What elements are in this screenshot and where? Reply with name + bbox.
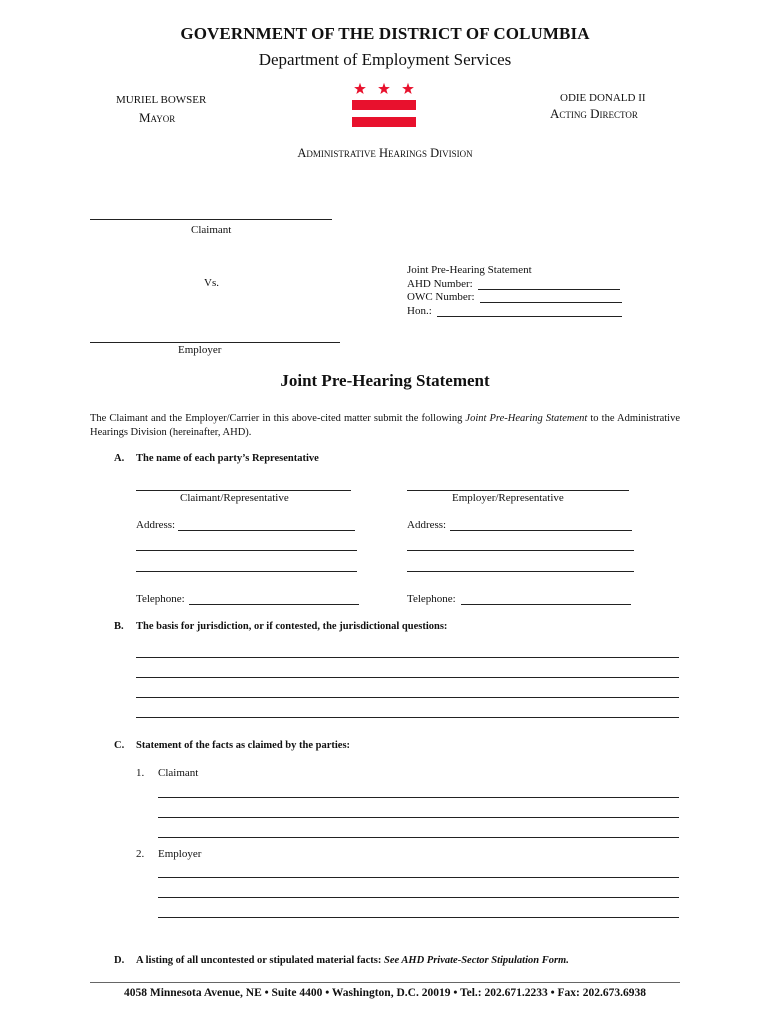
claimant-facts-number: 1. [136,767,145,779]
government-title: GOVERNMENT OF THE DISTRICT OF COLUMBIA [180,24,590,43]
jurisdiction-line-2[interactable] [136,677,679,678]
claimant-facts-line-3[interactable] [158,837,679,838]
flag-star-icon [354,83,366,94]
employer-facts-line-1[interactable] [158,877,679,878]
employer-telephone-line[interactable] [461,604,631,605]
flag-star-icon [378,83,390,94]
employer-rep-line[interactable] [407,490,629,491]
employer-facts-label: Employer [158,848,202,860]
ahd-number-field[interactable] [478,289,620,290]
section-a-letter: A. [114,453,125,464]
footer-rule [90,982,680,983]
section-d-text [136,955,569,966]
division-name: Administrative Hearings Division [297,146,473,160]
employer-address-label: Address: [407,519,447,531]
section-d-title: A listing of all uncontested or stipulated material facts: [136,955,382,966]
flag-stars [354,83,414,94]
section-d-note: See AHD Private-Sector Stipulation Form. [384,955,569,966]
claimant-rep-line[interactable] [136,490,351,491]
claimant-facts-line-2[interactable] [158,817,679,818]
employer-facts-number: 2. [136,848,145,860]
document-title: Joint Pre-Hearing Statement [280,371,490,390]
hon-label: Hon.: [407,305,432,317]
employer-facts-line-2[interactable] [158,897,679,898]
employer-address-line-2[interactable] [407,550,634,551]
employer-address-line-3[interactable] [407,571,634,572]
claimant-caption-label: Claimant [191,224,232,236]
employer-facts-line-3[interactable] [158,917,679,918]
claimant-address-line-2[interactable] [136,550,357,551]
section-d-letter: D. [114,955,125,966]
employer-address-line-1[interactable] [450,530,632,531]
section-c-letter: C. [114,740,125,751]
claimant-address-label: Address: [136,519,176,531]
director-title: Acting Director [550,106,638,121]
claimant-name-line[interactable] [90,219,332,220]
section-b-letter: B. [114,621,124,632]
owc-number-field[interactable] [480,302,622,303]
employer-caption-label: Employer [178,344,222,356]
footer-address: 4058 Minnesota Avenue, NE • Suite 4400 • Washington, D.C. 20019 • Tel.: 202.671.2233 • Fax: 202.673.6938 [123,987,647,999]
mayor-title: Mayor [139,110,176,125]
claimant-address-line-1[interactable] [178,530,355,531]
hon-field[interactable] [437,316,622,317]
claimant-facts-line-1[interactable] [158,797,679,798]
intro-text-end: to the Administrative Hearings Division (hereinafter, AHD). [90,413,680,438]
dc-flag-logo [350,82,418,130]
flag-bar-bottom [352,117,416,127]
claimant-telephone-label: Telephone: [136,593,185,605]
employer-rep-label: Employer/Representative [452,492,564,504]
claimant-facts-label: Claimant [158,767,199,779]
intro-italic-text: Joint Pre-Hearing Statement [465,413,588,424]
section-b-title: The basis for jurisdiction, or if contested, the jurisdictional questions: [136,621,448,632]
statement-caption-label: Joint Pre-Hearing Statement [407,264,532,276]
claimant-telephone-line[interactable] [189,604,359,605]
mayor-name: MURIEL BOWSER [116,94,207,106]
section-a-title: The name of each party’s Representative [136,453,319,464]
jurisdiction-line-4[interactable] [136,717,679,718]
department-name: Department of Employment Services [258,50,512,69]
claimant-rep-label: Claimant/Representative [180,492,289,504]
intro-paragraph [90,412,680,440]
director-name: ODIE DONALD II [560,92,646,104]
flag-star-icon [402,83,414,94]
flag-bar-top [352,100,416,110]
ahd-number-label: AHD Number: [407,278,473,290]
versus-label: Vs. [204,277,219,289]
claimant-address-line-3[interactable] [136,571,357,572]
owc-number-label: OWC Number: [407,291,475,303]
jurisdiction-line-1[interactable] [136,657,679,658]
intro-text-start: The Claimant and the Employer/Carrier in this above-cited matter submit the following [90,413,466,424]
jurisdiction-line-3[interactable] [136,697,679,698]
section-c-title: Statement of the facts as claimed by the parties: [136,740,351,751]
employer-name-line[interactable] [90,342,340,343]
employer-telephone-label: Telephone: [407,593,456,605]
